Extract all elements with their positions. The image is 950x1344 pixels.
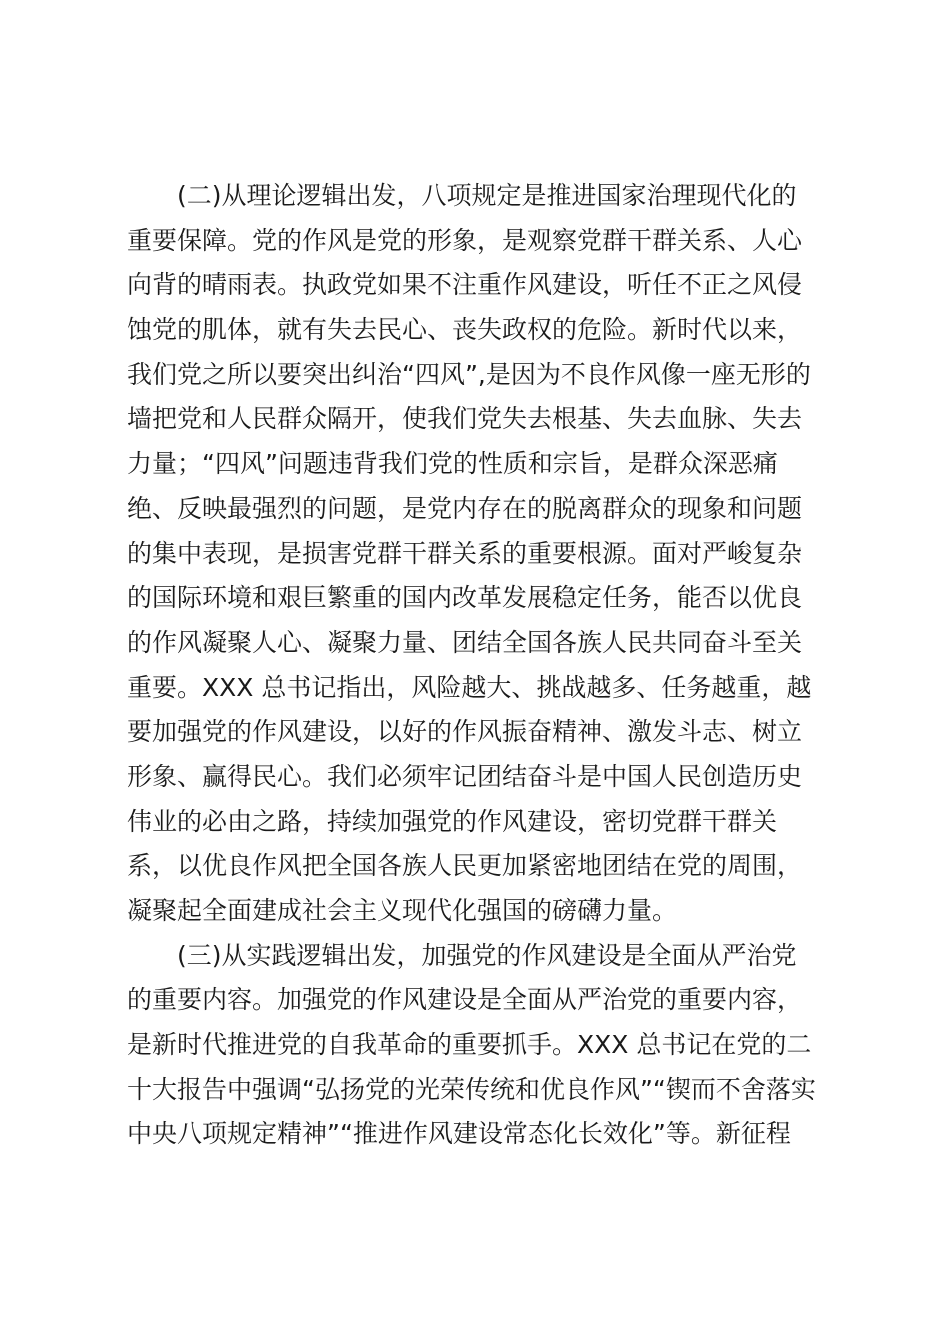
paragraph-line: 凝聚起全面建成社会主义现代化强国的磅礴力量。 [127, 896, 678, 925]
paragraph-line: 墙把党和人民群众隔开，使我们党失去根基、失去血脉、失去 [127, 404, 803, 434]
paragraph-line: 的重要内容。加强党的作风建设是全面从严治党的重要内容， [127, 985, 803, 1015]
paragraph-line: (二)从理论逻辑出发，八项规定是推进国家治理现代化的 [177, 181, 797, 210]
paragraph-line: 重要。XXX 总书记指出，风险越大、挑战越多、任务越重，越 [127, 672, 812, 702]
paragraph-line: 的国际环境和艰巨繁重的国内改革发展稳定任务，能否以优良 [127, 583, 803, 613]
paragraph-line: 要加强党的作风建设，以好的作风振奋精神、激发斗志、树立 [127, 717, 803, 747]
paragraph-line: 蚀党的肌体，就有失去民心、丧失政权的危险。新时代以来， [127, 315, 803, 345]
paragraph-theory-logic [127, 174, 837, 934]
paragraph-line: 力量；“四风”问题违背我们党的性质和宗旨，是群众深恶痛 [127, 449, 778, 479]
paragraph-line: (三)从实践逻辑出发，加强党的作风建设是全面从严治党 [177, 940, 797, 970]
paragraph-line: 形象、赢得民心。我们必须牢记团结奋斗是中国人民创造历史 [127, 761, 803, 791]
paragraph-line: 绝、反映最强烈的问题，是党内存在的脱离群众的现象和问题 [127, 493, 803, 523]
paragraph-line: 系，以优良作风把全国各族人民更加紧密地团结在党的周围， [127, 851, 803, 881]
paragraph-line: 重要保障。党的作风是党的形象，是观察党群干群关系、人心 [127, 225, 803, 255]
paragraph-line: 向背的晴雨表。执政党如果不注重作风建设，听任不正之风侵 [127, 270, 803, 300]
paragraph-line: 我们党之所以要突出纠治“四风”,是因为不良作风像一座无形的 [127, 359, 811, 389]
document-body [127, 174, 837, 1157]
paragraph-practice-logic [127, 934, 837, 1157]
paragraph-line: 十大报告中强调“弘扬党的光荣传统和优良作风”“锲而不舍落实 [127, 1074, 816, 1104]
paragraph-line: 的作风凝聚人心、凝聚力量、团结全国各族人民共同奋斗至关 [127, 627, 803, 657]
paragraph-line: 中央八项规定精神”“推进作风建设常态化长效化”等。新征程 [127, 1119, 791, 1149]
paragraph-line: 伟业的必由之路，持续加强党的作风建设，密切党群干群关 [127, 806, 778, 836]
paragraph-line: 的集中表现，是损害党群干群关系的重要根源。面对严峻复杂 [127, 538, 803, 568]
paragraph-line: 是新时代推进党的自我革命的重要抓手。XXX 总书记在党的二 [127, 1030, 812, 1060]
